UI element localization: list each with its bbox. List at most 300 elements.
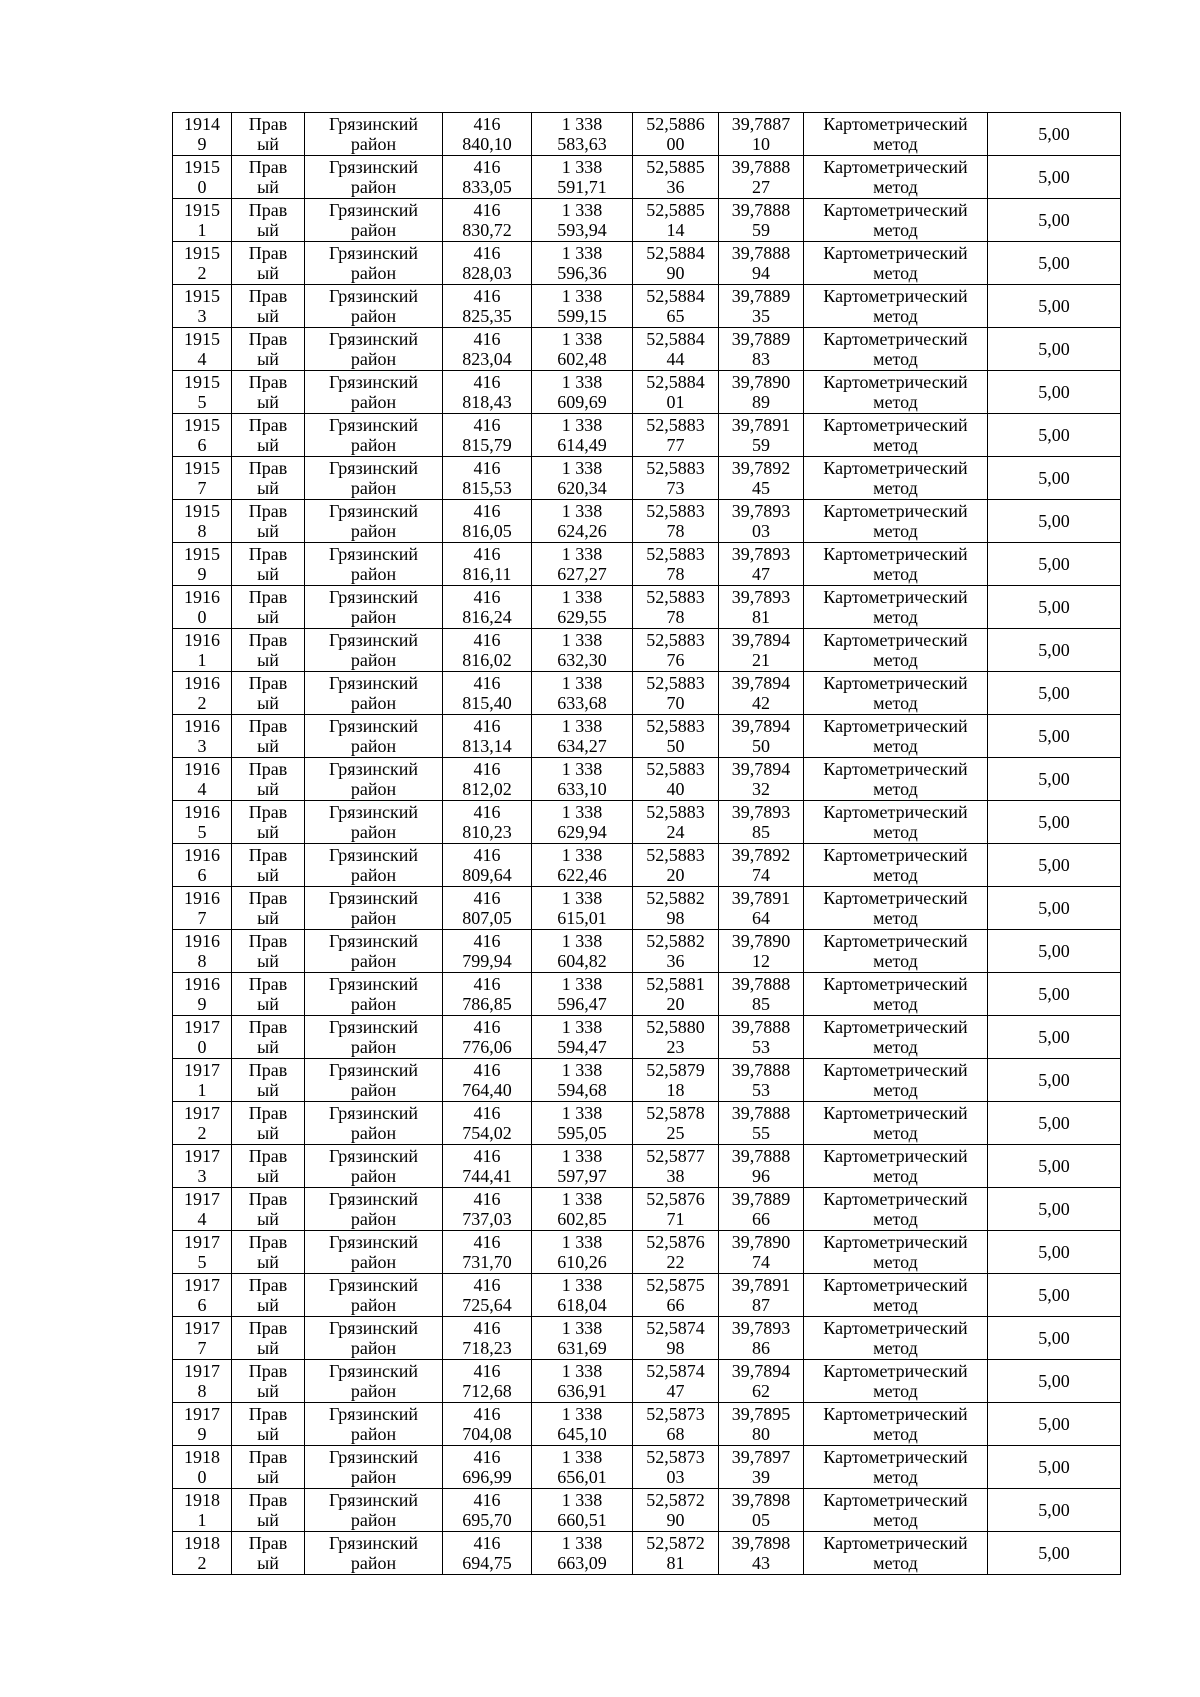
point-number-cell-line: 1917: [184, 1060, 220, 1080]
latitude-cell-line: 52,5875: [646, 1275, 705, 1295]
accuracy-cell: 5,00: [988, 973, 1121, 1016]
longitude-cell-line: 85: [752, 994, 770, 1014]
point-number-cell-line: 5: [197, 822, 207, 842]
latitude-cell-line: 52,5884: [646, 286, 705, 306]
latitude-cell-line: 44: [666, 349, 685, 369]
coord-y-cell-line: 1 338: [561, 1232, 603, 1252]
longitude-cell-line: 86: [752, 1338, 770, 1358]
latitude-cell-line: 00: [666, 134, 685, 154]
longitude-cell: [719, 328, 804, 371]
latitude-cell-line: 24: [666, 822, 685, 842]
point-number-cell-line: 1: [197, 1510, 207, 1530]
district-cell-line: Грязинский: [329, 544, 418, 564]
longitude-cell: [719, 414, 804, 457]
coord-x-cell-line: 416: [473, 286, 501, 306]
accuracy-cell: 5,00: [988, 1532, 1121, 1575]
coord-x-cell: [443, 285, 532, 328]
bank-side-cell-line: ый: [257, 564, 279, 584]
district-cell: [305, 1274, 443, 1317]
coord-y-cell-line: 620,34: [557, 478, 607, 498]
coord-x-cell-line: 704,08: [462, 1424, 512, 1444]
point-number-cell: [173, 1102, 232, 1145]
point-number-cell-line: 9: [197, 134, 207, 154]
method-cell-line: метод: [873, 1166, 918, 1186]
point-number-cell: [173, 1446, 232, 1489]
latitude-cell: [633, 1231, 719, 1274]
method-cell-line: Картометрический: [823, 716, 968, 736]
coord-y-cell-line: 602,85: [557, 1209, 607, 1229]
coord-y-cell-line: 609,69: [557, 392, 607, 412]
longitude-cell-line: 94: [752, 263, 770, 283]
coord-y-cell-line: 1 338: [561, 458, 603, 478]
longitude-cell: [719, 1317, 804, 1360]
point-number-cell: [173, 543, 232, 586]
longitude-cell: [719, 1274, 804, 1317]
coord-x-cell-line: 416: [473, 243, 501, 263]
bank-side-cell-line: ый: [257, 1295, 279, 1315]
latitude-cell: [633, 672, 719, 715]
coord-x-cell-line: 807,05: [462, 908, 512, 928]
coord-x-cell: [443, 113, 532, 156]
district-cell-line: Грязинский: [329, 1447, 418, 1467]
table-row: [173, 629, 1121, 672]
coord-x-cell-line: 416: [473, 888, 501, 908]
coord-y-cell-line: 1 338: [561, 200, 603, 220]
district-cell-line: Грязинский: [329, 759, 418, 779]
method-cell-line: Картометрический: [823, 587, 968, 607]
latitude-cell: [633, 500, 719, 543]
district-cell-line: Грязинский: [329, 415, 418, 435]
method-cell: [804, 1231, 988, 1274]
point-number-cell-line: 1915: [184, 157, 220, 177]
longitude-cell-line: 12: [752, 951, 770, 971]
point-number-cell-line: 1916: [184, 673, 220, 693]
method-cell: [804, 930, 988, 973]
point-number-cell-line: 1914: [184, 114, 220, 134]
table-row: [173, 371, 1121, 414]
point-number-cell-line: 0: [197, 1467, 207, 1487]
table-row: [173, 1532, 1121, 1575]
coord-y-cell-line: 633,10: [557, 779, 607, 799]
table-row: [173, 973, 1121, 1016]
point-number-cell: [173, 1188, 232, 1231]
coord-y-cell-line: 591,71: [557, 177, 607, 197]
longitude-cell-line: 74: [752, 865, 770, 885]
point-number-cell-line: 1916: [184, 888, 220, 908]
coord-y-cell-line: 1 338: [561, 1017, 603, 1037]
latitude-cell-line: 65: [666, 306, 685, 326]
latitude-cell: [633, 199, 719, 242]
bank-side-cell-line: ый: [257, 177, 279, 197]
point-number-cell-line: 1918: [184, 1490, 220, 1510]
point-number-cell-line: 0: [197, 607, 207, 627]
latitude-cell: [633, 887, 719, 930]
district-cell: [305, 1145, 443, 1188]
point-number-cell-line: 1: [197, 220, 207, 240]
bank-side-cell-line: ый: [257, 392, 279, 412]
method-cell: [804, 113, 988, 156]
district-cell-line: район: [350, 392, 397, 412]
district-cell-line: Грязинский: [329, 329, 418, 349]
bank-side-cell: [232, 113, 305, 156]
coord-y-cell-line: 595,05: [557, 1123, 607, 1143]
district-cell: [305, 457, 443, 500]
district-cell-line: Грязинский: [329, 1533, 418, 1553]
table-row: [173, 1016, 1121, 1059]
coord-y-cell: [532, 543, 633, 586]
longitude-cell: [719, 1489, 804, 1532]
longitude-cell-line: 39,7893: [731, 501, 791, 521]
coord-x-cell-line: 712,68: [462, 1381, 512, 1401]
district-cell-line: район: [350, 306, 397, 326]
method-cell-line: Картометрический: [823, 1404, 968, 1424]
bank-side-cell-line: Прав: [248, 372, 288, 392]
longitude-cell: [719, 1231, 804, 1274]
district-cell-line: район: [350, 736, 397, 756]
method-cell-line: метод: [873, 1424, 918, 1444]
coord-x-cell-line: 416: [473, 114, 501, 134]
accuracy-cell: 5,00: [988, 715, 1121, 758]
method-cell-line: Картометрический: [823, 1275, 968, 1295]
district-cell-line: район: [350, 177, 397, 197]
latitude-cell: [633, 1145, 719, 1188]
accuracy-cell: 5,00: [988, 457, 1121, 500]
longitude-cell-line: 39,7889: [731, 1189, 791, 1209]
longitude-cell-line: 39,7889: [731, 329, 791, 349]
method-cell: [804, 156, 988, 199]
district-cell-line: район: [350, 1553, 397, 1573]
point-number-cell-line: 0: [197, 1037, 207, 1057]
coord-x-cell-line: 416: [473, 1189, 501, 1209]
longitude-cell-line: 39,7888: [731, 157, 791, 177]
coord-x-cell-line: 744,41: [462, 1166, 512, 1186]
point-number-cell: [173, 844, 232, 887]
bank-side-cell: [232, 758, 305, 801]
bank-side-cell: [232, 586, 305, 629]
method-cell-line: Картометрический: [823, 243, 968, 263]
point-number-cell-line: 6: [197, 1295, 207, 1315]
coord-y-cell: [532, 1188, 633, 1231]
table-row: [173, 930, 1121, 973]
latitude-cell: [633, 586, 719, 629]
point-number-cell: [173, 457, 232, 500]
coord-y-cell-line: 1 338: [561, 1490, 603, 1510]
district-cell-line: Грязинский: [329, 200, 418, 220]
coord-x-cell-line: 416: [473, 974, 501, 994]
method-cell-line: метод: [873, 951, 918, 971]
point-number-cell: [173, 500, 232, 543]
table-row: [173, 801, 1121, 844]
latitude-cell-line: 52,5878: [646, 1103, 705, 1123]
method-cell-line: Картометрический: [823, 114, 968, 134]
method-cell-line: метод: [873, 1252, 918, 1272]
district-cell-line: Грязинский: [329, 243, 418, 263]
district-cell: [305, 1489, 443, 1532]
point-number-cell-line: 1915: [184, 372, 220, 392]
district-cell: [305, 500, 443, 543]
table-row: [173, 1188, 1121, 1231]
coord-x-cell-line: 816,05: [462, 521, 512, 541]
district-cell-line: район: [350, 650, 397, 670]
method-cell: [804, 285, 988, 328]
method-cell-line: метод: [873, 822, 918, 842]
latitude-cell: [633, 973, 719, 1016]
point-number-cell-line: 7: [197, 908, 207, 928]
coord-x-cell-line: 416: [473, 157, 501, 177]
district-cell: [305, 156, 443, 199]
district-cell: [305, 1059, 443, 1102]
bank-side-cell: [232, 930, 305, 973]
longitude-cell-line: 39,7893: [731, 587, 791, 607]
latitude-cell: [633, 414, 719, 457]
point-number-cell: [173, 801, 232, 844]
coord-y-cell-line: 1 338: [561, 1275, 603, 1295]
district-cell-line: район: [350, 951, 397, 971]
point-number-cell-line: 3: [197, 736, 207, 756]
longitude-cell-line: 45: [752, 478, 770, 498]
coord-y-cell-line: 1 338: [561, 888, 603, 908]
bank-side-cell: [232, 973, 305, 1016]
method-cell: [804, 801, 988, 844]
table-row: [173, 1317, 1121, 1360]
accuracy-cell: 5,00: [988, 801, 1121, 844]
coord-x-cell-line: 816,24: [462, 607, 512, 627]
district-cell-line: район: [350, 1252, 397, 1272]
point-number-cell-line: 4: [197, 349, 207, 369]
longitude-cell-line: 39,7891: [731, 1275, 791, 1295]
accuracy-cell: 5,00: [988, 1145, 1121, 1188]
bank-side-cell-line: ый: [257, 779, 279, 799]
bank-side-cell: [232, 1360, 305, 1403]
coord-x-cell: [443, 973, 532, 1016]
district-cell: [305, 1231, 443, 1274]
district-cell-line: Грязинский: [329, 1361, 418, 1381]
coord-y-cell: [532, 1059, 633, 1102]
point-number-cell-line: 4: [197, 779, 207, 799]
point-number-cell-line: 1917: [184, 1318, 220, 1338]
bank-side-cell-line: Прав: [248, 716, 288, 736]
point-number-cell-line: 1916: [184, 716, 220, 736]
point-number-cell: [173, 1403, 232, 1446]
longitude-cell: [719, 715, 804, 758]
point-number-cell-line: 5: [197, 392, 207, 412]
longitude-cell-line: 39,7892: [731, 845, 791, 865]
coord-x-cell-line: 416: [473, 716, 501, 736]
coord-y-cell-line: 624,26: [557, 521, 607, 541]
longitude-cell-line: 39,7891: [731, 415, 791, 435]
longitude-cell-line: 39,7894: [731, 1361, 791, 1381]
coord-x-cell: [443, 1059, 532, 1102]
coord-y-cell-line: 633,68: [557, 693, 607, 713]
method-cell-line: Картометрический: [823, 501, 968, 521]
district-cell: [305, 1360, 443, 1403]
district-cell-line: район: [350, 1209, 397, 1229]
longitude-cell-line: 43: [752, 1553, 770, 1573]
latitude-cell-line: 03: [666, 1467, 685, 1487]
longitude-cell-line: 96: [752, 1166, 770, 1186]
coord-y-cell-line: 593,94: [557, 220, 607, 240]
bank-side-cell-line: Прав: [248, 286, 288, 306]
coord-x-cell-line: 416: [473, 329, 501, 349]
longitude-cell-line: 39,7891: [731, 888, 791, 908]
longitude-cell-line: 66: [752, 1209, 770, 1229]
coord-x-cell: [443, 1446, 532, 1489]
accuracy-cell: 5,00: [988, 414, 1121, 457]
district-cell: [305, 801, 443, 844]
longitude-cell-line: 47: [752, 564, 770, 584]
coord-y-cell-line: 1 338: [561, 329, 603, 349]
coord-x-cell-line: 416: [473, 1533, 501, 1553]
coord-y-cell-line: 1 338: [561, 415, 603, 435]
coord-y-cell-line: 634,27: [557, 736, 607, 756]
point-number-cell: [173, 672, 232, 715]
coord-y-cell-line: 1 338: [561, 286, 603, 306]
method-cell-line: метод: [873, 1338, 918, 1358]
coord-y-cell: [532, 242, 633, 285]
longitude-cell-line: 53: [752, 1037, 770, 1057]
latitude-cell-line: 52,5872: [646, 1533, 705, 1553]
bank-side-cell-line: Прав: [248, 114, 288, 134]
coord-y-cell-line: 1 338: [561, 243, 603, 263]
district-cell: [305, 1188, 443, 1231]
longitude-cell-line: 39,7894: [731, 630, 791, 650]
longitude-cell-line: 42: [752, 693, 770, 713]
accuracy-cell: 5,00: [988, 328, 1121, 371]
longitude-cell-line: 39,7897: [731, 1447, 791, 1467]
point-number-cell: [173, 715, 232, 758]
coord-y-cell: [532, 1016, 633, 1059]
point-number-cell-line: 3: [197, 306, 207, 326]
bank-side-cell: [232, 371, 305, 414]
district-cell-line: район: [350, 263, 397, 283]
coord-y-cell: [532, 801, 633, 844]
latitude-cell-line: 70: [666, 693, 685, 713]
table-row: [173, 285, 1121, 328]
coord-y-cell: [532, 1145, 633, 1188]
district-cell-line: Грязинский: [329, 1146, 418, 1166]
bank-side-cell: [232, 543, 305, 586]
point-number-cell-line: 1915: [184, 415, 220, 435]
district-cell-line: район: [350, 607, 397, 627]
table-row: [173, 1145, 1121, 1188]
method-cell-line: Картометрический: [823, 888, 968, 908]
bank-side-cell: [232, 715, 305, 758]
method-cell-line: метод: [873, 478, 918, 498]
district-cell-line: район: [350, 1123, 397, 1143]
method-cell-line: метод: [873, 349, 918, 369]
longitude-cell-line: 05: [752, 1510, 770, 1530]
bank-side-cell: [232, 414, 305, 457]
longitude-cell-line: 39,7888: [731, 243, 791, 263]
point-number-cell: [173, 1274, 232, 1317]
longitude-cell: [719, 1403, 804, 1446]
district-cell-line: Грязинский: [329, 1060, 418, 1080]
coord-y-cell: [532, 1446, 633, 1489]
bank-side-cell-line: ый: [257, 134, 279, 154]
coord-x-cell: [443, 1145, 532, 1188]
table-row: [173, 1403, 1121, 1446]
district-cell-line: Грязинский: [329, 458, 418, 478]
coord-x-cell-line: 815,53: [462, 478, 512, 498]
coord-y-cell: [532, 1489, 633, 1532]
coord-x-cell: [443, 1489, 532, 1532]
latitude-cell-line: 52,5880: [646, 1017, 705, 1037]
accuracy-cell: 5,00: [988, 1231, 1121, 1274]
point-number-cell-line: 1918: [184, 1447, 220, 1467]
method-cell-line: метод: [873, 1295, 918, 1315]
longitude-cell: [719, 629, 804, 672]
bank-side-cell-line: ый: [257, 1381, 279, 1401]
method-cell: [804, 1403, 988, 1446]
district-cell: [305, 715, 443, 758]
method-cell-line: Картометрический: [823, 759, 968, 779]
bank-side-cell: [232, 1059, 305, 1102]
longitude-cell: [719, 1059, 804, 1102]
coord-x-cell-line: 776,06: [462, 1037, 512, 1057]
point-number-cell-line: 1915: [184, 329, 220, 349]
district-cell-line: Грязинский: [329, 630, 418, 650]
latitude-cell-line: 90: [666, 1510, 685, 1530]
accuracy-cell: 5,00: [988, 1360, 1121, 1403]
coord-y-cell: [532, 1231, 633, 1274]
table-row: [173, 156, 1121, 199]
point-number-cell: [173, 758, 232, 801]
point-number-cell-line: 1917: [184, 1275, 220, 1295]
latitude-cell-line: 52,5883: [646, 845, 705, 865]
latitude-cell-line: 76: [666, 650, 685, 670]
accuracy-cell: 5,00: [988, 1317, 1121, 1360]
accuracy-cell: 5,00: [988, 1059, 1121, 1102]
point-number-cell-line: 1917: [184, 1361, 220, 1381]
district-cell-line: район: [350, 1510, 397, 1530]
bank-side-cell-line: ый: [257, 521, 279, 541]
bank-side-cell-line: Прав: [248, 802, 288, 822]
longitude-cell-line: 55: [752, 1123, 770, 1143]
bank-side-cell-line: Прав: [248, 1404, 288, 1424]
latitude-cell-line: 52,5886: [646, 114, 705, 134]
latitude-cell-line: 52,5883: [646, 458, 705, 478]
coord-y-cell: [532, 285, 633, 328]
district-cell-line: район: [350, 865, 397, 885]
coord-x-cell: [443, 1102, 532, 1145]
point-number-cell-line: 8: [197, 1381, 207, 1401]
coord-x-cell: [443, 543, 532, 586]
coord-y-cell-line: 1 338: [561, 716, 603, 736]
method-cell-line: Картометрический: [823, 372, 968, 392]
coord-x-cell-line: 815,40: [462, 693, 512, 713]
coord-y-cell-line: 1 338: [561, 157, 603, 177]
coord-x-cell-line: 694,75: [462, 1553, 512, 1573]
longitude-cell: [719, 156, 804, 199]
longitude-cell: [719, 930, 804, 973]
accuracy-cell: 5,00: [988, 242, 1121, 285]
method-cell: [804, 242, 988, 285]
bank-side-cell: [232, 328, 305, 371]
coord-y-cell: [532, 930, 633, 973]
method-cell-line: метод: [873, 1209, 918, 1229]
bank-side-cell-line: Прав: [248, 1017, 288, 1037]
method-cell: [804, 414, 988, 457]
point-number-cell: [173, 156, 232, 199]
point-number-cell: [173, 586, 232, 629]
coord-x-cell-line: 416: [473, 1361, 501, 1381]
method-cell-line: метод: [873, 392, 918, 412]
latitude-cell-line: 38: [666, 1166, 685, 1186]
longitude-cell: [719, 801, 804, 844]
district-cell: [305, 672, 443, 715]
coord-x-cell-line: 786,85: [462, 994, 512, 1014]
coord-y-cell-line: 1 338: [561, 587, 603, 607]
